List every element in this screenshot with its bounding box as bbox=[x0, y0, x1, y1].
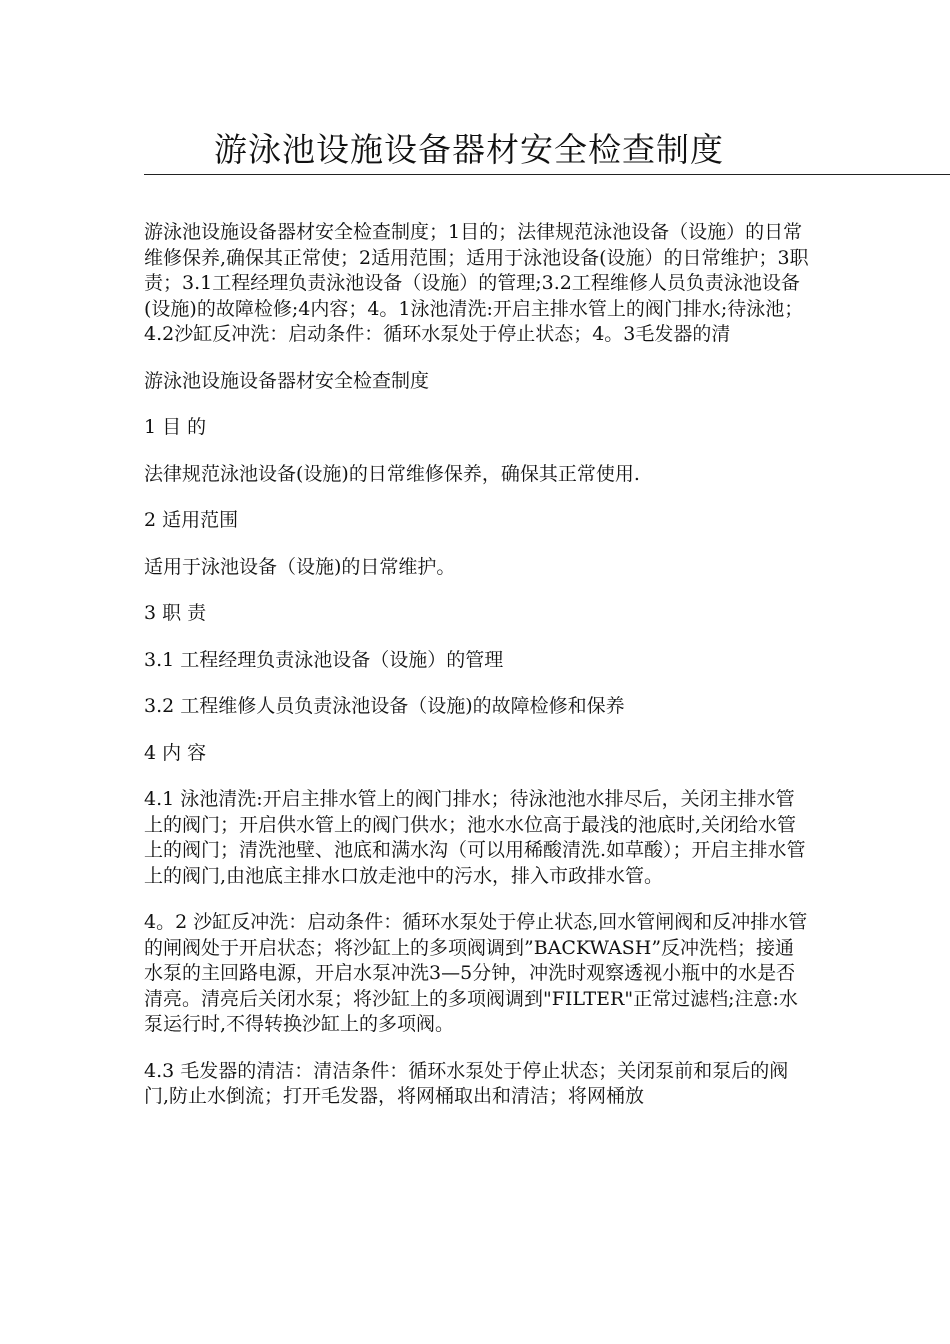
section-heading: 游泳池设施设备器材安全检查制度 bbox=[144, 369, 430, 392]
section-heading-duties: 3 职 责 bbox=[144, 602, 207, 624]
document-body bbox=[144, 220, 809, 1131]
section-heading-purpose: 1 目 的 bbox=[144, 416, 207, 438]
title-divider bbox=[144, 174, 950, 175]
section-heading-content: 4 内 容 bbox=[144, 741, 207, 764]
paragraph-content-4-3: 4.3 毛发器的清洁：清洁条件：循环水泵处于停止状态；关闭泵前和泵后的阀门,防止水倒流；打开毛发器，将网桶取出和清洁；将网桶放 bbox=[144, 1059, 789, 1107]
paragraph-scope: 适用于泳池设备（设施)的日常维护。 bbox=[144, 555, 456, 578]
document-title: 游泳池设施设备器材安全检查制度 bbox=[214, 130, 724, 169]
paragraph-content-4-2: 4。2 沙缸反冲洗：启动条件：循环水泵处于停止状态,回水管闸阀和反冲排水管的闸阀处于开启状态；将沙缸上的多项阀调到”BACKWASH”反冲洗档；接通水泵的主回路电源，开启水泵冲洗3—5分钟，冲洗时观察透视小瓶中的水是否清亮。清亮后关闭水泵；将沙缸上的多项阀调到"FILTER"正常过滤档;注意:水泵运行时,不得转换沙缸上的多项阀。 bbox=[144, 911, 808, 1035]
paragraph-content-4-1: 4.1 泳池清洗:开启主排水管上的阀门排水；待泳池池水排尽后，关闭主排水管上的阀门；开启供水管上的阀门供水；池水水位高于最浅的池底时,关闭给水管上的阀门；清洗池壁、池底和满水沟（可以用稀酸清洗.如草酸）；开启主排水管上的阀门,由池底主排水口放走池中的污水，排入市政排水管。 bbox=[144, 788, 806, 887]
section-heading-scope: 2 适用范围 bbox=[144, 509, 239, 531]
summary-paragraph: 游泳池设施设备器材安全检查制度；1目的；法律规范泳池设备（设施）的日常维修保养,确保其正常使；2适用范围；适用于泳池设备(设施）的日常维护；3职责；3.1工程经理负责泳池设备（设施）的管理;3.2工程维修人员负责泳池设备(设施)的故障检修;4内容；4。1泳池清洗:开启主排水管上的阀门排水;待泳池；4.2沙缸反冲洗：启动条件：循环水泵处于停止状态；4。3毛发器的清 bbox=[144, 221, 809, 345]
paragraph-duty-3-2: 3.2 工程维修人员负责泳池设备（设施)的故障检修和保养 bbox=[144, 695, 625, 717]
paragraph-duty-3-1: 3.1 工程经理负责泳池设备（设施）的管理 bbox=[144, 648, 504, 671]
paragraph-purpose: 法律规范泳池设备(设施)的日常维修保养，确保其正常使用. bbox=[144, 462, 640, 485]
